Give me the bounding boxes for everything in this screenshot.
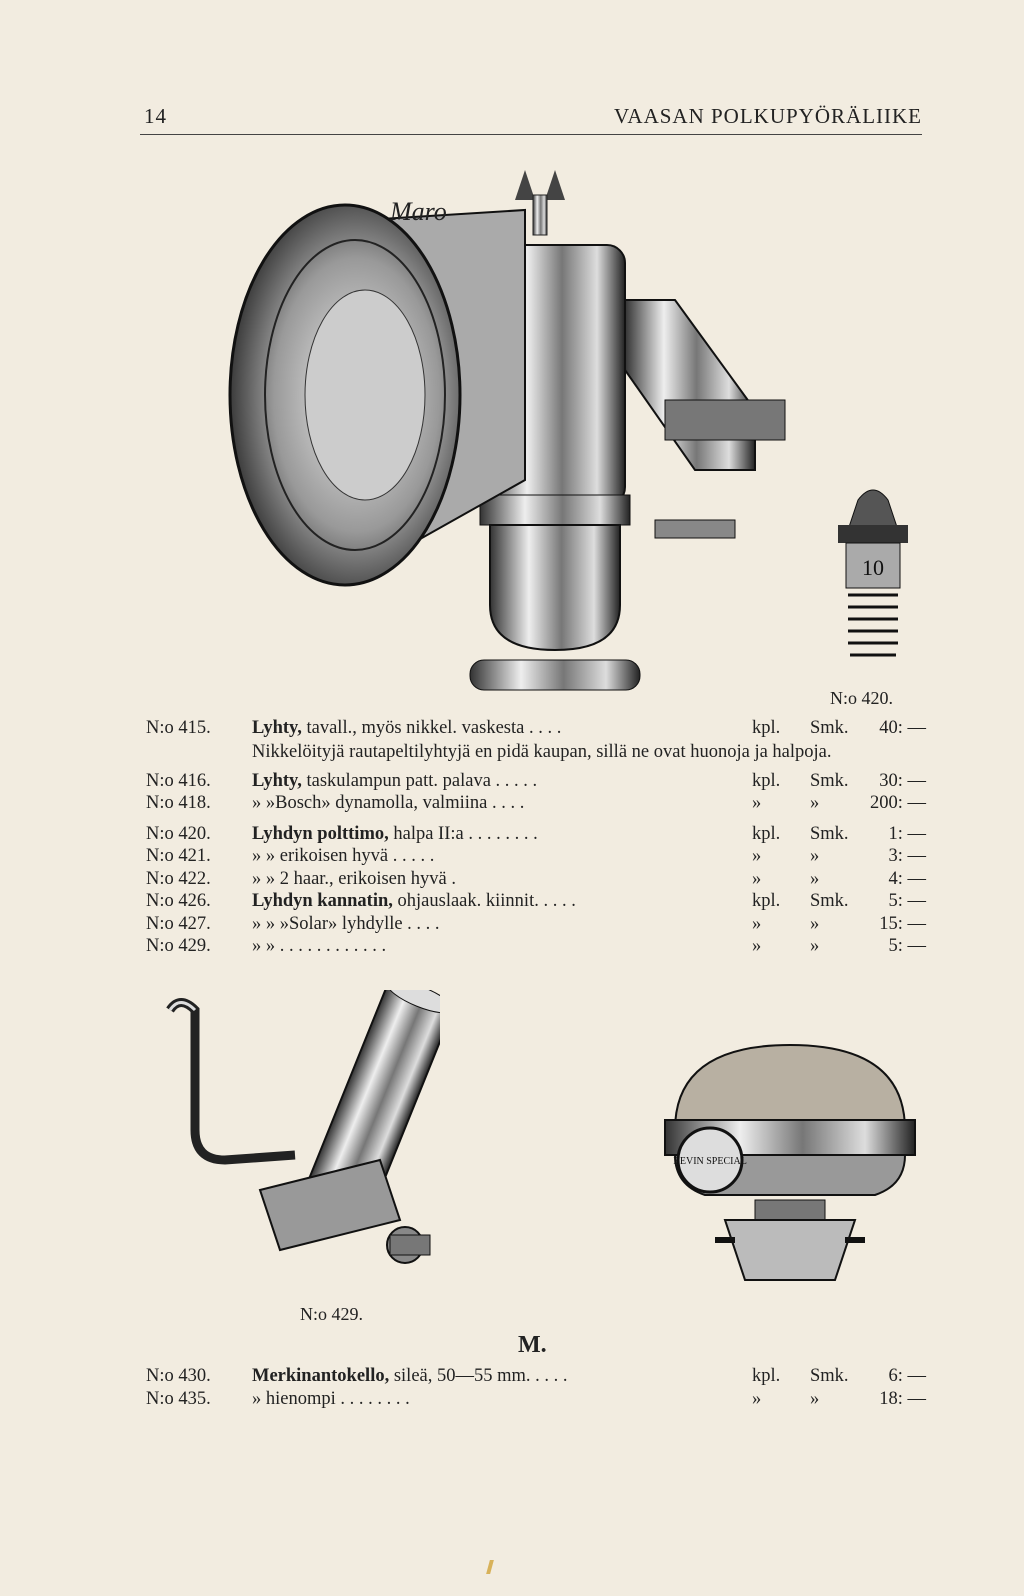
item-desc: sileä, 50—55 mm. . . . . <box>389 1366 568 1386</box>
item-desc: » 2 haar., erikoisen hyvä . <box>261 868 456 889</box>
item-unit: » <box>752 936 762 956</box>
item-unit: » <box>752 868 762 889</box>
page-header <box>140 98 922 135</box>
list-item <box>146 891 926 914</box>
item-unit: » <box>752 793 762 813</box>
list-item <box>146 869 926 892</box>
item-price: 30: — <box>879 770 926 791</box>
item-unit: kpl. <box>752 891 781 911</box>
item-note: Nikkelöityjä rautapeltilyhtyjä en pidä kaupan, sillä ne ovat huonoja ja halpoja. <box>252 741 832 762</box>
list-item <box>146 846 926 869</box>
item-price: 5: — <box>888 936 926 956</box>
burner-caption: N:o 420. <box>830 688 893 708</box>
item-number: N:o 429. <box>146 936 211 956</box>
item-number: N:o 422. <box>146 868 211 889</box>
page-number: 14 <box>144 104 167 128</box>
item-price: 15: — <box>879 913 926 934</box>
item-name: » <box>252 868 262 889</box>
item-desc: hienompi . . . . . . . . <box>261 1388 410 1409</box>
burner-illustration <box>828 480 918 670</box>
item-name: » <box>252 793 262 813</box>
price-list-m <box>146 1366 926 1411</box>
item-desc: » . . . . . . . . . . . . <box>261 936 387 956</box>
carbide-lamp-illustration <box>225 150 825 710</box>
item-number: N:o 426. <box>146 891 211 911</box>
item-price: 6: — <box>888 1366 926 1386</box>
price-list <box>146 718 926 959</box>
item-name: » <box>252 846 262 866</box>
item-unit: » <box>752 846 762 866</box>
item-price: 200: — <box>869 793 926 813</box>
item-name: Lyhdyn polttimo, <box>252 823 389 844</box>
svg-text:Maro: Maro <box>390 197 447 226</box>
item-unit: kpl. <box>752 823 781 844</box>
list-item <box>146 936 926 959</box>
item-name: Lyhty, <box>252 770 302 791</box>
bracket-caption: N:o 429. <box>300 1304 363 1324</box>
list-item <box>146 824 926 847</box>
list-item <box>146 1389 926 1412</box>
item-number: N:o 421. <box>146 846 211 866</box>
item-price: 5: — <box>888 891 926 911</box>
item-currency: » <box>810 868 820 889</box>
paper-stain <box>486 1560 494 1574</box>
item-price: 18: — <box>879 1388 926 1409</box>
item-unit: kpl. <box>752 718 781 738</box>
item-currency: Smk. <box>810 823 849 844</box>
item-price: 4: — <box>888 868 926 889</box>
item-number: N:o 415. <box>146 718 211 738</box>
item-unit: kpl. <box>752 770 781 791</box>
page-title: VAASAN POLKUPYÖRÄLIIKE <box>613 104 922 128</box>
list-item <box>146 793 926 816</box>
item-name: Lyhdyn kannatin, <box>252 891 393 911</box>
item-desc: »Bosch» dynamolla, valmiina . . . . <box>261 793 525 813</box>
burner-engraving: 10 <box>862 555 884 580</box>
item-number: N:o 435. <box>146 1388 211 1409</box>
item-number: N:o 430. <box>146 1366 211 1386</box>
item-name: » <box>252 936 262 956</box>
item-currency: » <box>810 936 820 956</box>
item-price: 40: — <box>879 718 926 738</box>
item-currency: Smk. <box>810 891 849 911</box>
item-currency: » <box>810 1388 820 1409</box>
item-desc: halpa II:a . . . . . . . . <box>388 823 538 844</box>
list-item <box>146 718 926 741</box>
item-number: N:o 418. <box>146 793 211 813</box>
section-letter: M. <box>518 1332 547 1358</box>
item-number: N:o 420. <box>146 823 211 844</box>
item-currency: » <box>810 793 820 813</box>
item-number: N:o 427. <box>146 913 211 934</box>
item-name: Lyhty, <box>252 718 302 738</box>
item-currency: » <box>810 913 820 934</box>
item-currency: Smk. <box>810 718 849 738</box>
item-desc: taskulampun patt. palava . . . . . <box>301 770 538 791</box>
item-desc: ohjauslaak. kiinnit. . . . . <box>392 891 576 911</box>
list-item <box>146 914 926 937</box>
item-unit: » <box>752 1388 762 1409</box>
item-price: 3: — <box>888 846 926 866</box>
item-desc: » erikoisen hyvä . . . . . <box>261 846 435 866</box>
item-name: » <box>252 913 262 934</box>
item-name: » <box>252 1388 262 1409</box>
item-number: N:o 416. <box>146 770 211 791</box>
item-unit: » <box>752 913 762 934</box>
bell-badge: BEVIN SPECIAL <box>673 1156 747 1167</box>
item-price: 1: — <box>888 823 926 844</box>
item-currency: Smk. <box>810 1366 849 1386</box>
bicycle-bell-illustration <box>655 1040 925 1310</box>
item-desc: tavall., myös nikkel. vaskesta . . . . <box>301 718 562 738</box>
item-unit: kpl. <box>752 1366 781 1386</box>
list-item <box>146 1366 926 1389</box>
item-name: Merkinantokello, <box>252 1366 390 1386</box>
list-item <box>146 771 926 794</box>
item-desc: » »Solar» lyhdylle . . . . <box>261 913 440 934</box>
item-currency: Smk. <box>810 770 849 791</box>
lamp-bracket-illustration <box>150 990 440 1290</box>
item-currency: » <box>810 846 820 866</box>
